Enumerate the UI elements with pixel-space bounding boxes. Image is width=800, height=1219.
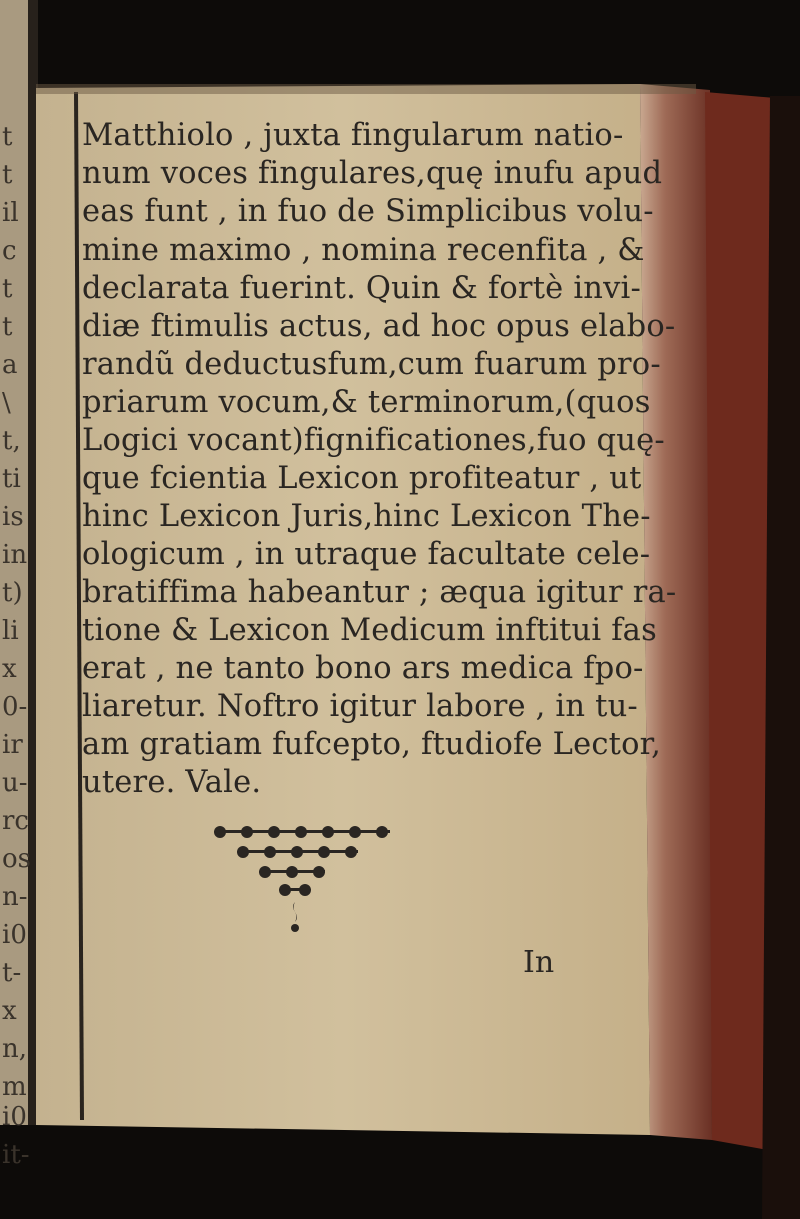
text-line: randũ deductusfum,cum fuarum pro- (82, 347, 661, 382)
margin-fragment: t (2, 274, 13, 304)
margin-fragment: in (2, 540, 28, 570)
text-line: bratiffima habeantur ; æqua igitur ra- (82, 575, 677, 610)
margin-fragment: 0- (2, 692, 28, 722)
ornament-row-4 (279, 884, 311, 896)
text-line: utere. Vale. (82, 765, 262, 800)
margin-fragment: n, (2, 1034, 28, 1064)
text-line: erat , ne tanto bono ars medica fpo- (82, 651, 644, 686)
text-line: hinc Lexicon Juris,hinc Lexicon The- (82, 499, 651, 534)
ornament-row-2 (237, 846, 358, 858)
text-line: am gratiam fufcepto, ftudiofe Lector, (82, 727, 661, 762)
text-line: eas funt , in fuo de Simplicibus volu- (82, 194, 654, 229)
text-line: mine maximo , nomina recenfita , & (82, 233, 645, 268)
text-line: Logici vocant)fignificationes,fuo quę- (82, 423, 665, 458)
margin-fragment: il (2, 198, 19, 228)
catchword: In (523, 945, 555, 980)
margin-fragment: x (2, 996, 17, 1026)
margin-fragment: it- (2, 1140, 30, 1170)
margin-fragment: li (2, 616, 19, 646)
margin-fragment: i0 (2, 1102, 27, 1132)
margin-fragment: i0 (2, 920, 27, 950)
text-line: Matthiolo , juxta fingularum natio- (82, 118, 624, 153)
text-line: ologicum , in utraque facultate cele- (82, 537, 651, 572)
ornament-drop (293, 902, 297, 922)
margin-fragment: t (2, 312, 13, 342)
margin-fragment: t- (2, 958, 22, 988)
margin-fragment: \ (2, 388, 11, 418)
text-line: diæ ftimulis actus, ad hoc opus elabo- (82, 309, 676, 344)
margin-fragment: t) (2, 578, 23, 608)
margin-fragment: c (2, 236, 17, 266)
margin-fragment: rc (2, 806, 29, 836)
text-line: que fcientia Lexicon profiteatur , ut (82, 461, 642, 496)
margin-fragment: os (2, 844, 31, 874)
text-line: priarum vocum,& terminorum,(quos (82, 385, 651, 420)
text-line: declarata fuerint. Quin & fortè invi- (82, 271, 642, 306)
ornament-row-1 (214, 826, 390, 838)
text-line: liaretur. Noftro igitur labore , in tu- (82, 689, 638, 724)
margin-fragment: ti (2, 464, 21, 494)
ornament-row-3 (259, 866, 325, 878)
margin-fragment: ir (2, 730, 23, 760)
tailpiece-ornament (205, 820, 405, 940)
margin-fragment: is (2, 502, 24, 532)
margin-fragment: t (2, 160, 13, 190)
text-line: num voces fingulares,quę inufu apud (82, 156, 663, 191)
text-line: tione & Lexicon Medicum inftitui fas (82, 613, 657, 648)
margin-fragment: n- (2, 882, 28, 912)
margin-fragment: x (2, 654, 17, 684)
margin-fragment: a (2, 350, 18, 380)
margin-fragment: t, (2, 426, 21, 456)
margin-fragment: u- (2, 768, 28, 798)
margin-fragment: t (2, 122, 13, 152)
margin-fragment: m (2, 1072, 27, 1102)
